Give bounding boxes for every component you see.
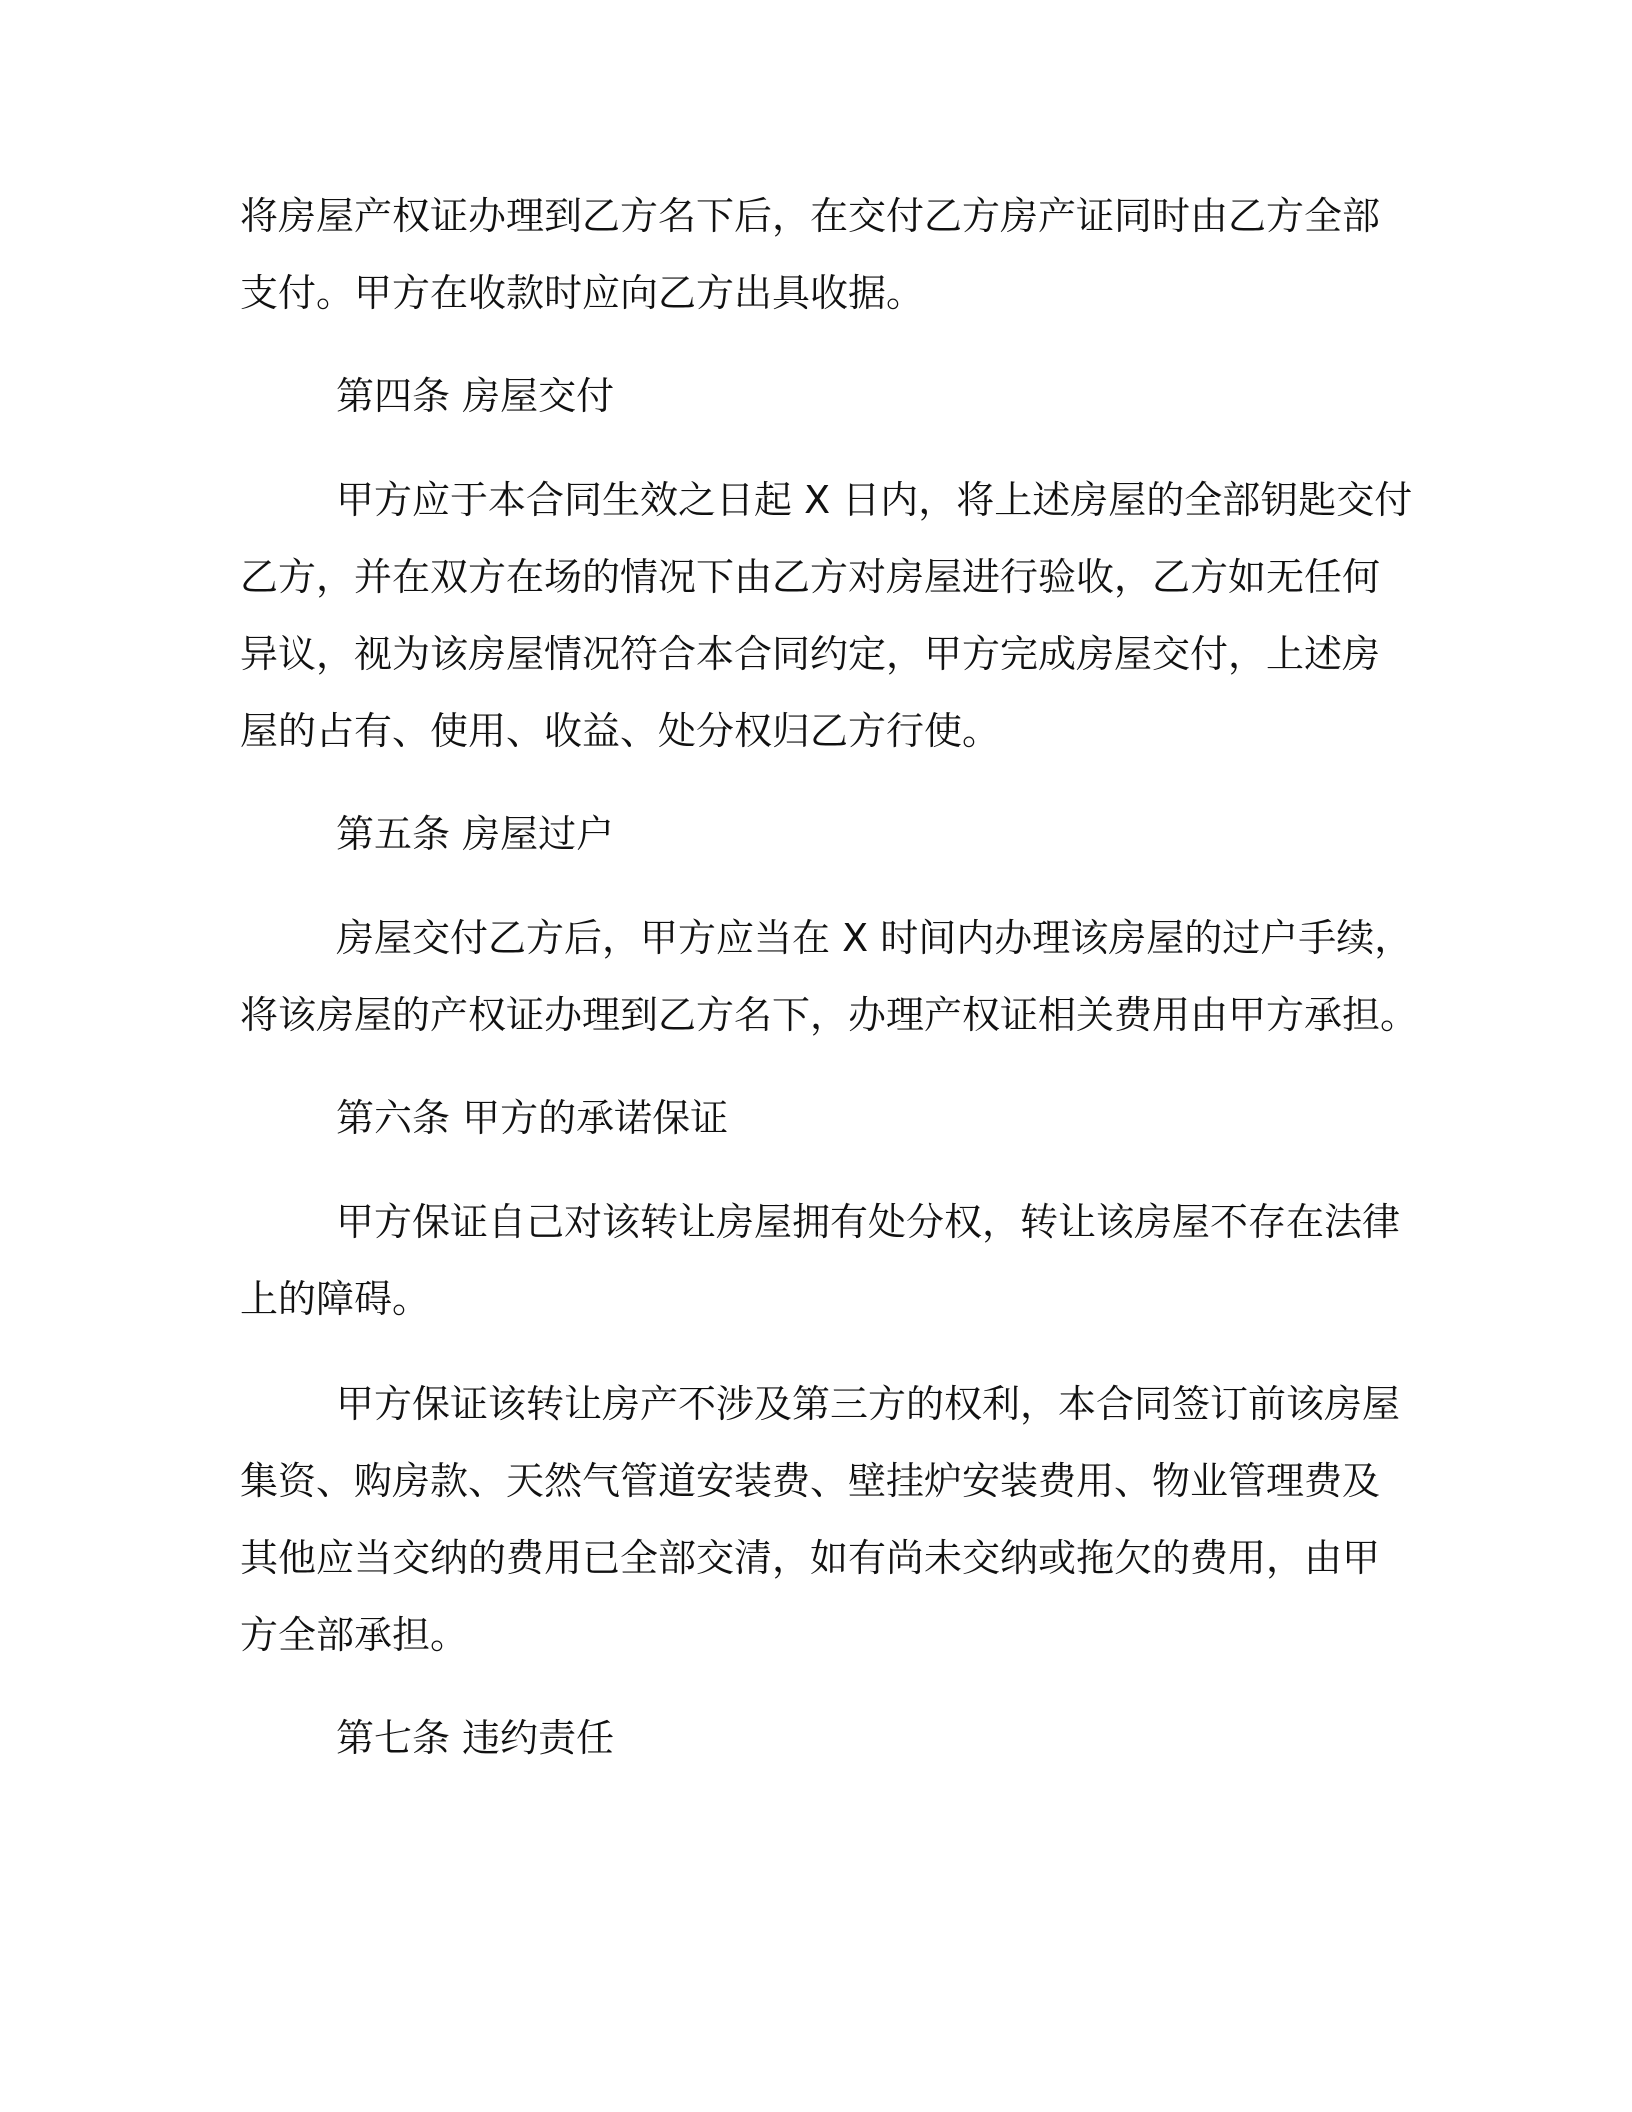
article-4-heading <box>240 358 1400 435</box>
heading-text: 第七条 违约责任 <box>336 1716 615 1760</box>
text-line: 上的障碍。 <box>240 1277 431 1321</box>
text-line: 房屋交付乙方后，甲方应当在 X 时间内办理该房屋的过户手续， <box>336 916 1413 960</box>
text-line: 异议，视为该房屋情况符合本合同约定，甲方完成房屋交付，上述房 <box>240 632 1381 676</box>
heading-text: 第四条 房屋交付 <box>336 374 615 418</box>
text-line: 方全部承担。 <box>240 1613 469 1657</box>
text-line: 甲方应于本合同生效之日起 X 日内，将上述房屋的全部钥匙交付 <box>336 478 1413 522</box>
article-5-heading <box>240 796 1400 873</box>
text-line: 屋的占有、使用、收益、处分权归乙方行使。 <box>240 709 1001 753</box>
heading-text: 第五条 房屋过户 <box>336 812 615 856</box>
heading-text: 第六条 甲方的承诺保证 <box>336 1096 729 1140</box>
article-6-paragraph-2 <box>240 1366 1400 1674</box>
text-line: 支付。甲方在收款时应向乙方出具收据。 <box>240 271 925 315</box>
text-line: 甲方保证该转让房产不涉及第三方的权利，本合同签订前该房屋 <box>336 1382 1401 1426</box>
text-line: 其他应当交纳的费用已全部交清，如有尚未交纳或拖欠的费用，由甲 <box>240 1536 1381 1580</box>
paragraph-payment-continuation <box>240 178 1400 332</box>
article-5-paragraph <box>240 900 1419 1054</box>
text-line: 将房屋产权证办理到乙方名下后，在交付乙方房产证同时由乙方全部 <box>240 194 1381 238</box>
article-4-paragraph <box>240 462 1413 770</box>
text-line: 乙方，并在双方在场的情况下由乙方对房屋进行验收，乙方如无任何 <box>240 555 1381 599</box>
text-line: 将该房屋的产权证办理到乙方名下，办理产权证相关费用由甲方承担。 <box>240 993 1419 1037</box>
text-line: 甲方保证自己对该转让房屋拥有处分权，转让该房屋不存在法律 <box>336 1200 1401 1244</box>
text-line: 集资、购房款、天然气管道安装费、壁挂炉安装费用、物业管理费及 <box>240 1459 1381 1503</box>
article-7-heading <box>240 1700 1400 1777</box>
article-6-heading <box>240 1080 1400 1157</box>
article-6-paragraph-1 <box>240 1184 1400 1338</box>
